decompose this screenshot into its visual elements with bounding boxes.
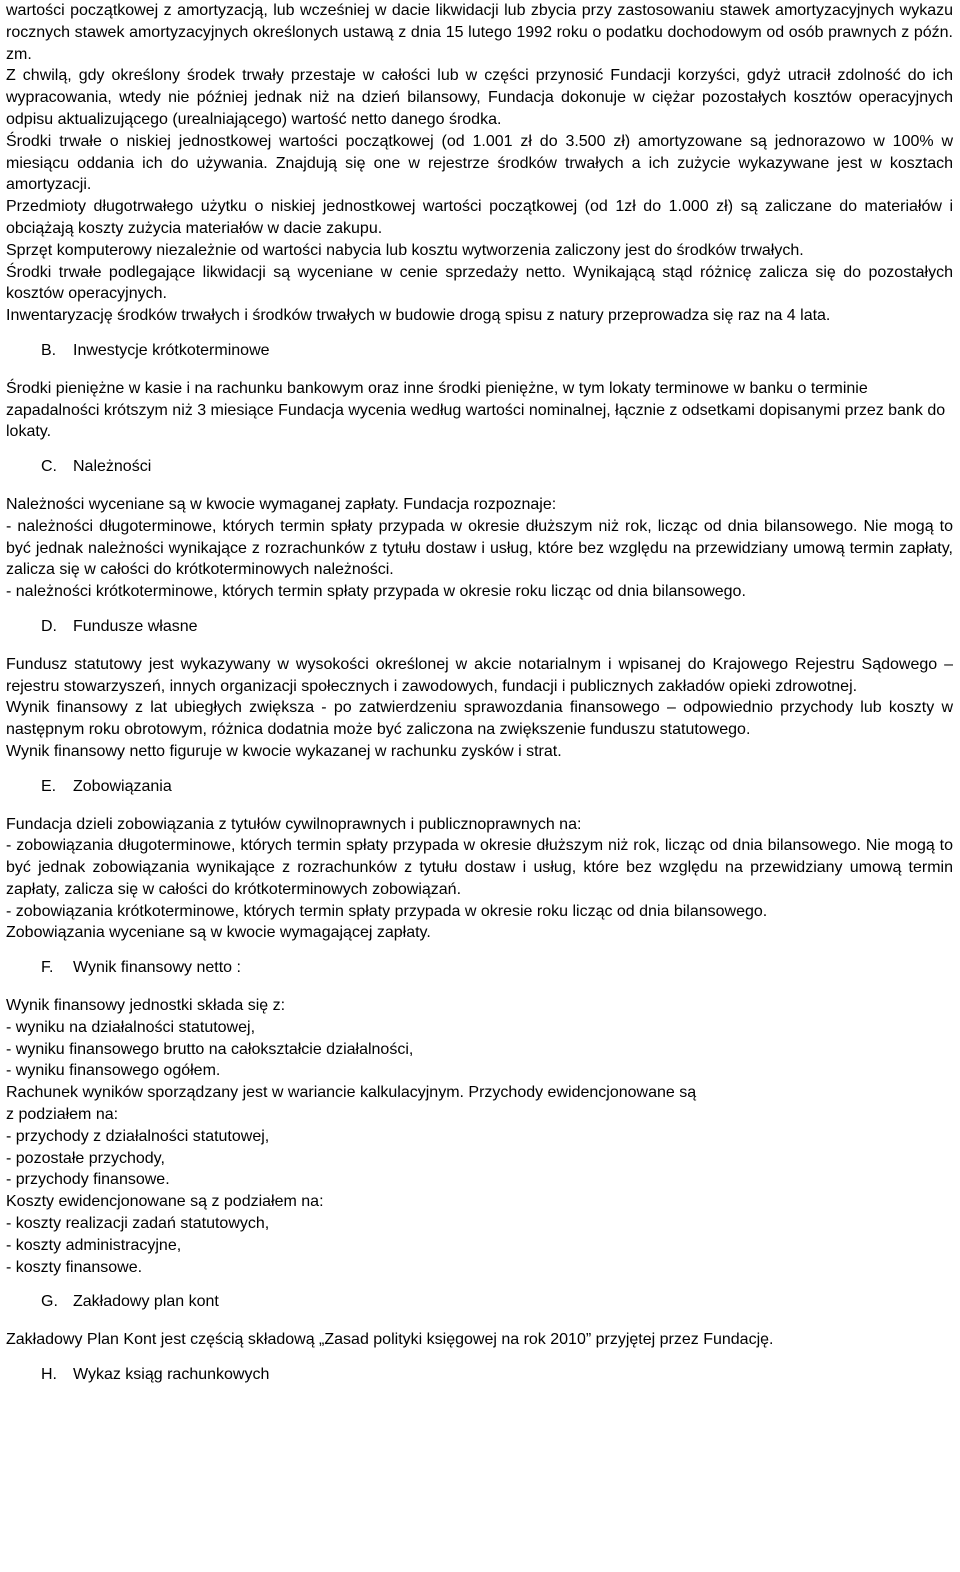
section-c-paragraph-long-term: - należności długoterminowe, których termin spłaty przypada w okresie dłuższym niż rok, licząc od dnia bilansowego. Nie mogą to być jednak należności wynikające z rozrachunków z tytułu dostaw i usług, które bez względu na przewidziany umową termin zapłaty, zalicza się w całości do krótkoterminowych należności. — [6, 517, 953, 579]
section-b-paragraph: Środki pieniężne w kasie i na rachunku bankowym oraz inne środki pieniężne, w tym lokaty terminowe w banku o terminie zapadalności krótszym niż 3 miesiące Fundacja wycenia według wartości nominalnej, łącznie z odsetkami dopisanymi przez bank do lokaty. — [6, 379, 946, 441]
section-title: Wykaz ksiąg rachunkowych — [73, 1366, 270, 1384]
section-f-list — [6, 995, 953, 1278]
list-item: - wyniku na działalności statutowej, — [6, 1018, 256, 1036]
section-e-paragraph-short-term: - zobowiązania krótkoterminowe, których termin spłaty przypada w okresie roku licząc od dnia bilansowego. — [6, 902, 768, 920]
intro-paragraph-computer-equipment: Sprzęt komputerowy niezależnie od wartości nabycia lub kosztu wytworzenia zaliczony jest do środków trwałych. — [6, 241, 804, 259]
section-heading-c — [6, 456, 953, 478]
section-letter: D. — [41, 617, 57, 635]
list-item: - koszty realizacji zadań statutowych, — [6, 1215, 270, 1233]
section-title: Inwestycje krótkoterminowe — [73, 341, 270, 359]
intro-paragraph-impairment: Z chwilą, gdy określony środek trwały przestaje w całości lub w części przynosić Fundacji korzyści, gdyż utracił zdolność do ich wypracowania, wtedy nie później jednak niż na dzień bilansowy, Fundacja dokonuje w ciężar pozostałych kosztów operacyjnych odpisu aktualizującego (urealniającego) wartość netto danego środka. — [6, 67, 953, 128]
list-item: - koszty administracyjne, — [6, 1236, 182, 1254]
section-letter: B. — [41, 341, 57, 359]
section-e-paragraph-long-term: - zobowiązania długoterminowe, których termin spłaty przypada w okresie dłuższym niż rok, licząc od dnia bilansowego. Nie mogą to być jednak zobowiązania wynikające z rozrachunków z tytułu dostaw i usług, które bez względu na przewidziany umową termin zapłaty, zalicza się w całości do krótkoterminowych zobowiązań. — [6, 837, 953, 898]
list-item: Rachunek wyników sporządzany jest w wariancie kalkulacyjnym. Przychody ewidencjonowane są — [6, 1084, 697, 1102]
intro-paragraph-liquidation: Środki trwałe podlegające likwidacji są wyceniane w cenie sprzedaży netto. Wynikającą stąd różnicę zalicza się do pozostałych kosztów operacyjnych. — [6, 263, 953, 303]
intro-paragraph-low-value-assets: Środki trwałe o niskiej jednostkowej wartości początkowej (od 1.001 zł do 3.500 zł) amortyzowane są jednorazowo w 100% w miesiącu oddania ich do używania. Znajdują się one w rejestrze środków trwałych a ich zużycie wykazywane jest w kosztach amortyzacji. — [6, 132, 953, 194]
section-title: Wynik finansowy netto : — [73, 959, 241, 977]
section-heading-d — [6, 616, 953, 638]
section-title: Zobowiązania — [73, 777, 172, 795]
list-item: - pozostałe przychody, — [6, 1149, 165, 1167]
section-g-paragraph: Zakładowy Plan Kont jest częścią składową „Zasad polityki księgowej na rok 2010” przyjętej przez Fundację. — [6, 1331, 774, 1349]
section-c-paragraph-short-term: - należności krótkoterminowe, których termin spłaty przypada w okresie roku licząc od dnia bilansowego. — [6, 583, 746, 601]
section-title: Należności — [73, 458, 152, 476]
section-d-paragraph-prior-years: Wynik finansowy z lat ubiegłych zwiększa - po zatwierdzeniu sprawozdania finansowego – odpowiednio przychody lub koszty w następnym roku obrotowym, różnica dodatnia może być zaliczona na zwiększenie funduszu statutowego. — [6, 699, 953, 739]
section-letter: G. — [41, 1293, 58, 1311]
list-item: - wyniku finansowego brutto na całokształcie działalności, — [6, 1040, 414, 1058]
section-d-paragraph-net-result: Wynik finansowy netto figuruje w kwocie wykazanej w rachunku zysków i strat. — [6, 742, 562, 760]
section-e-paragraph-valuation: Zobowiązania wyceniane są w kwocie wymagającej zapłaty. — [6, 924, 431, 942]
intro-paragraph-inventory: Inwentaryzację środków trwałych i środków trwałych w budowie drogą spisu z natury przeprowadza się raz na 4 lata. — [6, 307, 831, 325]
section-heading-g — [6, 1291, 953, 1313]
list-item: - koszty finansowe. — [6, 1258, 143, 1276]
section-heading-b — [6, 340, 953, 362]
section-c-paragraph-intro: Należności wyceniane są w kwocie wymaganej zapłaty. Fundacja rozpoznaje: — [6, 495, 557, 513]
list-item: Wynik finansowy jednostki składa się z: — [6, 997, 286, 1015]
section-letter: H. — [41, 1366, 57, 1384]
section-d-paragraph-statutory-fund: Fundusz statutowy jest wykazywany w wysokości określonej w akcie notarialnym i wpisanej do Krajowego Rejestru Sądowego – rejestru stowarzyszeń, innych organizacji społecznych i zawodowych, fundacji i publicznych zakładów opieki zdrowotnej. — [6, 655, 953, 695]
section-letter: C. — [41, 458, 57, 476]
section-title: Zakładowy plan kont — [73, 1293, 219, 1311]
list-item: Koszty ewidencjonowane są z podziałem na: — [6, 1193, 324, 1211]
section-heading-e — [6, 776, 953, 798]
list-item: - przychody finansowe. — [6, 1171, 170, 1189]
intro-paragraph-durable-items: Przedmioty długotrwałego użytku o niskiej jednostkowej wartości początkowej (od 1zł do 1.000 zł) są zaliczane do materiałów i obciążają koszty zużycia materiałów w dacie zakupu. — [6, 198, 953, 237]
list-item: - przychody z działalności statutowej, — [6, 1127, 270, 1145]
list-item: z podziałem na: — [6, 1106, 119, 1124]
section-title: Fundusze własne — [73, 617, 198, 635]
section-letter: E. — [41, 777, 57, 795]
section-letter: F. — [41, 959, 54, 977]
intro-paragraph-depreciation: wartości początkowej z amortyzacją, lub wcześniej w dacie likwidacji lub zbycia przy zastosowaniu stawek amortyzacyjnych wykazu rocznych stawek amortyzacyjnych określonych ustawą z dnia 15 lutego 1992 roku o podatku dochodowym od osób prawnych z późn. zm. — [6, 2, 953, 63]
section-e-paragraph-intro: Fundacja dzieli zobowiązania z tytułów cywilnoprawnych i publicznoprawnych na: — [6, 815, 582, 833]
section-heading-h — [6, 1364, 953, 1386]
section-heading-f — [6, 957, 953, 979]
list-item: - wyniku finansowego ogółem. — [6, 1062, 221, 1080]
